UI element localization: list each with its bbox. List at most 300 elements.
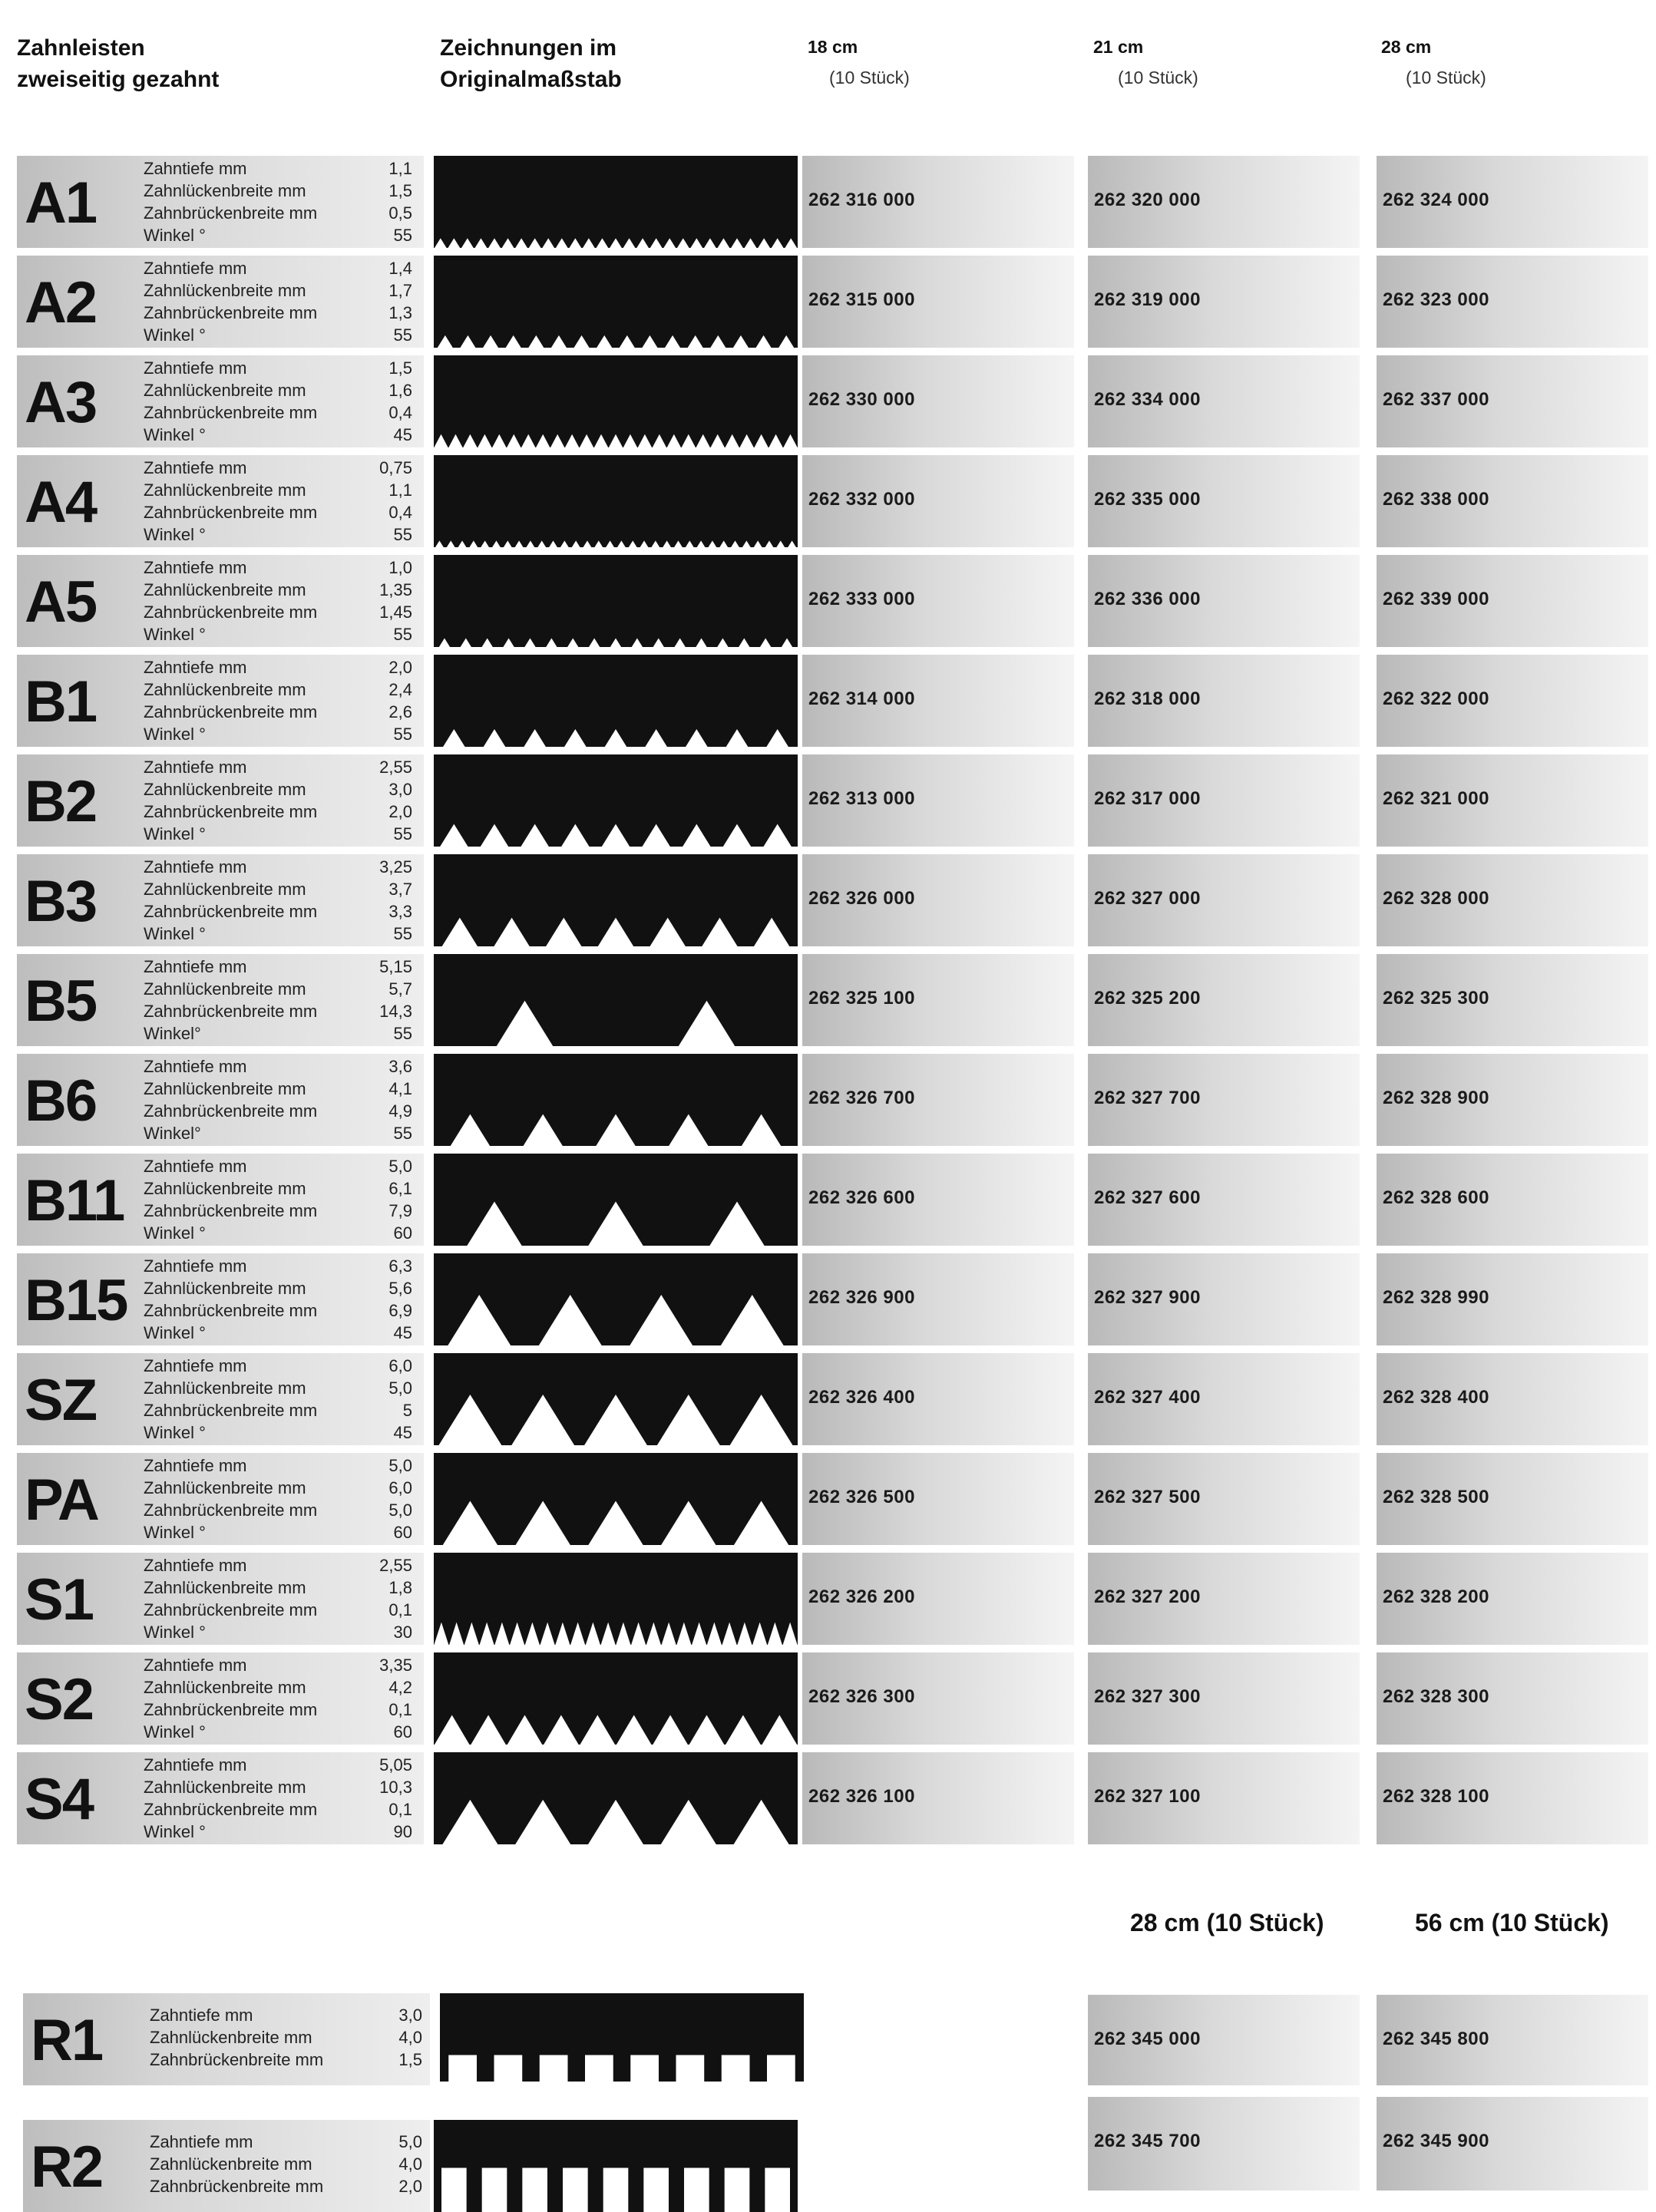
spec-value: 5,05 [379,1755,412,1775]
article-number: 262 327 900 [1094,1287,1201,1308]
tooth-gap [676,2055,705,2082]
tooth-drawing [434,1453,798,1545]
spec-line [144,1821,412,1843]
strip-body [434,256,798,348]
tooth-drawing [434,1752,798,1844]
spec-line [144,1798,412,1821]
article-number: 262 326 400 [808,1387,915,1408]
spec-line [144,379,412,401]
article-number: 262 345 000 [1094,2029,1201,2049]
profile-info-cell [17,954,424,1046]
article-cell-21cm[interactable] [1088,1154,1360,1246]
tooth-gap [563,2168,588,2212]
spec-value: 55 [393,226,412,245]
spec-label: Winkel° [144,1024,201,1043]
spec-label: Zahntiefe mm [144,658,247,677]
spec-line [144,202,412,224]
spec-value: 90 [393,1822,412,1841]
spec-line [144,978,412,1000]
spec-list [144,956,412,1045]
spec-line [144,878,412,900]
spec-value: 1,5 [388,358,412,378]
tooth-gap [643,2168,669,2212]
article-cell-18cm[interactable] [802,1154,1074,1246]
article-number: 262 328 900 [1383,1088,1489,1108]
article-number: 262 313 000 [808,788,915,809]
spec-line [144,501,412,523]
spec-label: Zahntiefe mm [144,1456,247,1475]
profile-info-cell [17,754,424,847]
spec-label: Zahnlückenbreite mm [144,1079,306,1098]
spec-label: Zahntiefe mm [144,1057,247,1076]
spec-label: Zahntiefe mm [144,259,247,278]
spec-line [144,1499,412,1521]
article-cell-18cm[interactable] [802,455,1074,547]
profile-info-cell [17,655,424,747]
drawing-header-line1: Zeichnungen im [440,35,617,61]
article-cell-18cm[interactable] [802,1553,1074,1645]
article-cell-21cm[interactable] [1088,754,1360,847]
spec-value: 3,25 [379,857,412,877]
spec-line [144,1155,412,1177]
tooth-drawing [434,156,798,248]
article-cell-21cm[interactable] [1088,156,1360,248]
article-cell-28cm[interactable] [1377,355,1648,447]
article-cell-18cm[interactable] [802,1253,1074,1345]
article-cell-28cm[interactable] [1377,1353,1648,1445]
spec-label: Zahnbrückenbreite mm [144,1301,318,1320]
article-number: 262 326 700 [808,1088,915,1108]
spec-label: Zahnbrückenbreite mm [144,802,318,821]
spec-line [144,1599,412,1621]
article-number: 262 327 500 [1094,1487,1201,1507]
article-number: 262 326 000 [808,888,915,909]
article-cell-28cm[interactable] [1088,1995,1360,2085]
article-cell-18cm[interactable] [802,355,1074,447]
article-number: 262 334 000 [1094,389,1201,410]
article-cell-28cm[interactable] [1377,1652,1648,1745]
article-number: 262 327 000 [1094,888,1201,909]
column-header-count-28: (10 Stück) [1406,68,1486,87]
spec-list [144,257,412,346]
tooth-drawing [434,256,798,348]
spec-value: 30 [393,1623,412,1642]
spec-value: 1,1 [388,159,412,178]
profile-info-cell [17,1054,424,1146]
article-cell-21cm[interactable] [1088,256,1360,348]
tooth-gap [448,2055,477,2082]
spec-value: 0,75 [379,458,412,477]
drawing-header-line2: Originalmaßstab [440,67,622,92]
article-cell-21cm[interactable] [1088,1253,1360,1345]
article-number: 262 327 400 [1094,1387,1201,1408]
article-number: 262 328 400 [1383,1387,1489,1408]
spec-label: Zahntiefe mm [144,1656,247,1675]
article-number: 262 328 600 [1383,1187,1489,1208]
spec-line [144,1454,412,1477]
article-number: 262 328 100 [1383,1786,1489,1807]
article-cell-21cm[interactable] [1088,355,1360,447]
article-cell-28cm[interactable] [1377,754,1648,847]
profile-info-cell [17,1353,424,1445]
spec-value: 3,35 [379,1656,412,1675]
article-cell-28cm[interactable] [1377,256,1648,348]
spec-value: 2,4 [388,680,412,699]
article-cell-56cm[interactable] [1377,1995,1648,2085]
profile-code: B15 [25,1268,127,1333]
spec-line [144,556,412,579]
spec-label: Zahnlückenbreite mm [144,979,306,999]
article-number: 262 336 000 [1094,589,1201,609]
spec-value: 0,1 [388,1700,412,1719]
article-cell-18cm[interactable] [802,954,1074,1046]
spec-list [144,1454,412,1543]
strip-body [434,954,798,1046]
profile-info-cell [23,2120,430,2212]
spec-label: Zahntiefe mm [144,1755,247,1775]
spec-label: Zahnbrückenbreite mm [144,503,318,522]
article-number: 262 327 700 [1094,1088,1201,1108]
article-cell-28cm[interactable] [1377,1054,1648,1146]
spec-value: 4,0 [398,2154,422,2174]
spec-value: 60 [393,1223,412,1243]
spec-value: 0,1 [388,1600,412,1619]
tooth-drawing [434,1353,798,1445]
article-cell-18cm[interactable] [802,1054,1074,1146]
spec-value: 4,2 [388,1678,412,1697]
spec-label: Zahnbrückenbreite mm [144,603,318,622]
profile-info-cell [17,1453,424,1545]
spec-line [144,623,412,645]
spec-label: Zahntiefe mm [144,857,247,877]
profile-code: R2 [31,2134,103,2200]
profile-info-cell [23,1993,430,2085]
spec-value: 1,8 [388,1578,412,1597]
tooth-drawing [434,1154,798,1246]
spec-line [150,2004,422,2026]
spec-line [144,579,412,601]
article-cell-21cm[interactable] [1088,854,1360,946]
article-number: 262 327 300 [1094,1686,1201,1707]
spec-label: Zahntiefe mm [144,159,247,178]
article-number: 262 326 500 [808,1487,915,1507]
spec-label: Winkel ° [144,924,206,943]
article-number: 262 326 100 [808,1786,915,1807]
profile-code: A5 [25,570,97,635]
tooth-drawing [440,1993,804,2082]
spec-value: 55 [393,625,412,644]
spec-line [150,2153,422,2175]
spec-line [144,457,412,479]
spec-list [144,157,412,246]
spec-label: Zahnlückenbreite mm [144,1678,306,1697]
spec-label: Zahnlückenbreite mm [150,2028,312,2047]
spec-label: Zahnlückenbreite mm [144,880,306,899]
article-number: 262 326 300 [808,1686,915,1707]
spec-value: 45 [393,1423,412,1442]
article-number: 262 339 000 [1383,589,1489,609]
spec-list [144,856,412,945]
spec-list [150,2004,422,2071]
spec-line [144,1721,412,1743]
article-cell-18cm[interactable] [802,655,1074,747]
spec-value: 55 [393,1024,412,1043]
profile-info-cell [17,256,424,348]
tooth-drawing [434,754,798,847]
spec-value: 1,5 [388,181,412,200]
article-cell-21cm[interactable] [1088,555,1360,647]
spec-label: Winkel ° [144,325,206,345]
article-cell-18cm[interactable] [802,256,1074,348]
spec-line [144,823,412,845]
spec-line [144,1377,412,1399]
article-number: 262 315 000 [808,289,915,310]
spec-label: Zahnbrückenbreite mm [144,702,318,721]
tooth-drawing [434,1652,798,1745]
spec-line [144,1177,412,1200]
spec-line [144,1654,412,1676]
profile-info-cell [17,854,424,946]
spec-list [144,1355,412,1444]
spec-value: 14,3 [379,1002,412,1021]
article-cell-21cm[interactable] [1088,1553,1360,1645]
spec-line [144,1277,412,1299]
article-number: 262 322 000 [1383,688,1489,709]
tooth-gap [722,2055,750,2082]
spec-list [144,556,412,645]
article-number: 262 328 500 [1383,1487,1489,1507]
article-number: 262 326 900 [808,1287,915,1308]
spec-value: 55 [393,824,412,844]
article-number: 262 328 300 [1383,1686,1489,1707]
spec-line [144,479,412,501]
tooth-drawing [434,355,798,447]
spec-label: Zahnbrückenbreite mm [144,403,318,422]
profile-code: S1 [25,1567,93,1633]
spec-value: 6,0 [388,1478,412,1497]
article-cell-21cm[interactable] [1088,1054,1360,1146]
spec-label: Zahnlückenbreite mm [144,1179,306,1198]
article-number: 262 317 000 [1094,788,1201,809]
article-number: 262 316 000 [808,190,915,210]
article-number: 262 314 000 [808,688,915,709]
spec-value: 10,3 [379,1778,412,1797]
spec-label: Zahnbrückenbreite mm [144,203,318,223]
spec-value: 2,0 [388,658,412,677]
article-cell-21cm[interactable] [1088,1353,1360,1445]
article-cell-18cm[interactable] [802,156,1074,248]
spec-line [144,1200,412,1222]
tooth-drawing [434,1054,798,1146]
profile-code: S4 [25,1767,93,1832]
article-number: 262 320 000 [1094,190,1201,210]
spec-line [144,701,412,723]
spec-list [144,1155,412,1244]
article-cell-21cm[interactable] [1088,1652,1360,1745]
spec-label: Zahnlückenbreite mm [144,381,306,400]
article-number: 262 325 100 [808,988,915,1009]
spec-line [144,1576,412,1599]
spec-list [144,756,412,845]
spec-line [144,279,412,302]
spec-line [144,1122,412,1144]
article-cell-21cm[interactable] [1088,1752,1360,1844]
article-cell-28cm[interactable] [1377,1253,1648,1345]
article-number: 262 325 300 [1383,988,1489,1009]
spec-line [144,1399,412,1421]
article-cell-28cm[interactable] [1377,1553,1648,1645]
article-cell-28cm[interactable] [1377,555,1648,647]
spec-label: Zahnlückenbreite mm [144,1378,306,1398]
article-cell-28cm[interactable] [1377,156,1648,248]
column-header-length-18: 18 cm [808,37,858,57]
article-number: 262 328 200 [1383,1586,1489,1607]
profile-info-cell [17,156,424,248]
article-number: 262 327 200 [1094,1586,1201,1607]
spec-value: 1,35 [379,580,412,599]
spec-line [144,257,412,279]
column-header-length-21: 21 cm [1093,37,1144,57]
profile-code: R1 [31,2008,103,2073]
spec-label: Winkel ° [144,1323,206,1342]
spec-list [144,1654,412,1743]
tooth-gap [482,2168,507,2212]
tooth-gap [540,2055,568,2082]
profile-info-cell [17,555,424,647]
article-number: 262 328 000 [1383,888,1489,909]
spec-label: Zahnlückenbreite mm [144,480,306,500]
spec-line [144,1421,412,1444]
spec-label: Zahnbrückenbreite mm [144,1800,318,1819]
profile-code: A2 [25,270,97,335]
spec-value: 6,0 [388,1356,412,1375]
spec-value: 7,9 [388,1201,412,1220]
spec-value: 55 [393,325,412,345]
article-number: 262 328 990 [1383,1287,1489,1308]
spec-label: Winkel ° [144,425,206,444]
spec-line [144,956,412,978]
spec-value: 1,0 [388,558,412,577]
spec-value: 0,4 [388,403,412,422]
article-number: 262 326 600 [808,1187,915,1208]
spec-list [144,656,412,745]
article-cell-18cm[interactable] [802,854,1074,946]
article-cell-18cm[interactable] [802,1652,1074,1745]
article-cell-28cm[interactable] [1377,1154,1648,1246]
profile-info-cell [17,1154,424,1246]
spec-label: Zahnlückenbreite mm [144,1578,306,1597]
spec-label: Zahntiefe mm [144,957,247,976]
spec-line [144,656,412,678]
spec-value: 0,5 [388,203,412,223]
spec-label: Zahnbrückenbreite mm [144,1600,318,1619]
profile-code: B1 [25,669,97,735]
article-cell-56cm[interactable] [1377,2097,1648,2191]
profile-code: B3 [25,869,97,934]
article-number: 262 324 000 [1383,190,1489,210]
article-cell-18cm[interactable] [802,1752,1074,1844]
spec-value: 3,0 [398,2006,422,2025]
article-cell-28cm[interactable] [1377,854,1648,946]
tooth-gap [441,2168,467,2212]
spec-label: Winkel ° [144,824,206,844]
spec-label: Zahntiefe mm [144,1256,247,1276]
spec-value: 55 [393,1124,412,1143]
spec-value: 55 [393,725,412,744]
spec-line [144,180,412,202]
article-cell-18cm[interactable] [802,754,1074,847]
spec-value: 0,1 [388,1800,412,1819]
article-cell-18cm[interactable] [802,1453,1074,1545]
article-cell-28cm[interactable] [1377,1752,1648,1844]
article-cell-28cm[interactable] [1377,455,1648,547]
spec-line [144,157,412,180]
article-cell-18cm[interactable] [802,555,1074,647]
article-cell-21cm[interactable] [1088,1453,1360,1545]
spec-value: 4,1 [388,1079,412,1098]
article-cell-21cm[interactable] [1088,455,1360,547]
spec-list [144,1554,412,1643]
article-cell-21cm[interactable] [1088,655,1360,747]
spec-label: Zahntiefe mm [150,2006,253,2025]
profile-info-cell [17,1253,424,1345]
spec-value: 2,0 [398,2177,422,2196]
article-number: 262 327 600 [1094,1187,1201,1208]
article-cell-21cm[interactable] [1088,954,1360,1046]
table-title-line1: Zahnleisten [17,35,145,61]
spec-value: 6,1 [388,1179,412,1198]
spec-label: Zahnbrückenbreite mm [144,303,318,322]
article-cell-28cm[interactable] [1377,954,1648,1046]
article-number: 262 326 200 [808,1586,915,1607]
spec-label: Zahnlückenbreite mm [144,1778,306,1797]
spec-value: 2,6 [388,702,412,721]
article-cell-28cm[interactable] [1377,655,1648,747]
article-cell-18cm[interactable] [802,1353,1074,1445]
spec-value: 5,0 [388,1501,412,1520]
spec-value: 5,7 [388,979,412,999]
spec-line [144,678,412,701]
spec-value: 45 [393,1323,412,1342]
strip-body [434,555,798,647]
spec-label: Zahnbrückenbreite mm [150,2177,324,2196]
spec-label: Zahnlückenbreite mm [144,780,306,799]
column-header-length-28: 28 cm [1381,37,1432,57]
spec-value: 55 [393,525,412,544]
spec-label: Winkel ° [144,1423,206,1442]
spec-label: Winkel° [144,1124,201,1143]
spec-list [144,357,412,446]
spec-label: Zahnlückenbreite mm [144,1478,306,1497]
spec-line [150,2131,422,2153]
column-header-count-21: (10 Stück) [1118,68,1198,87]
article-number: 262 318 000 [1094,688,1201,709]
spec-line [144,1078,412,1100]
spec-label: Winkel ° [144,1822,206,1841]
spec-line [144,1000,412,1022]
article-cell-28cm[interactable] [1377,1453,1648,1545]
spec-value: 2,55 [379,1556,412,1575]
spec-line [144,723,412,745]
spec-value: 45 [393,425,412,444]
article-cell-28cm[interactable] [1088,2097,1360,2191]
spec-line [144,224,412,246]
tooth-gap [767,2055,795,2082]
spec-value: 1,45 [379,603,412,622]
spec-label: Zahntiefe mm [144,358,247,378]
r-column-header-56: 56 cm (10 Stück) [1415,1909,1609,1936]
spec-label: Zahntiefe mm [144,1356,247,1375]
